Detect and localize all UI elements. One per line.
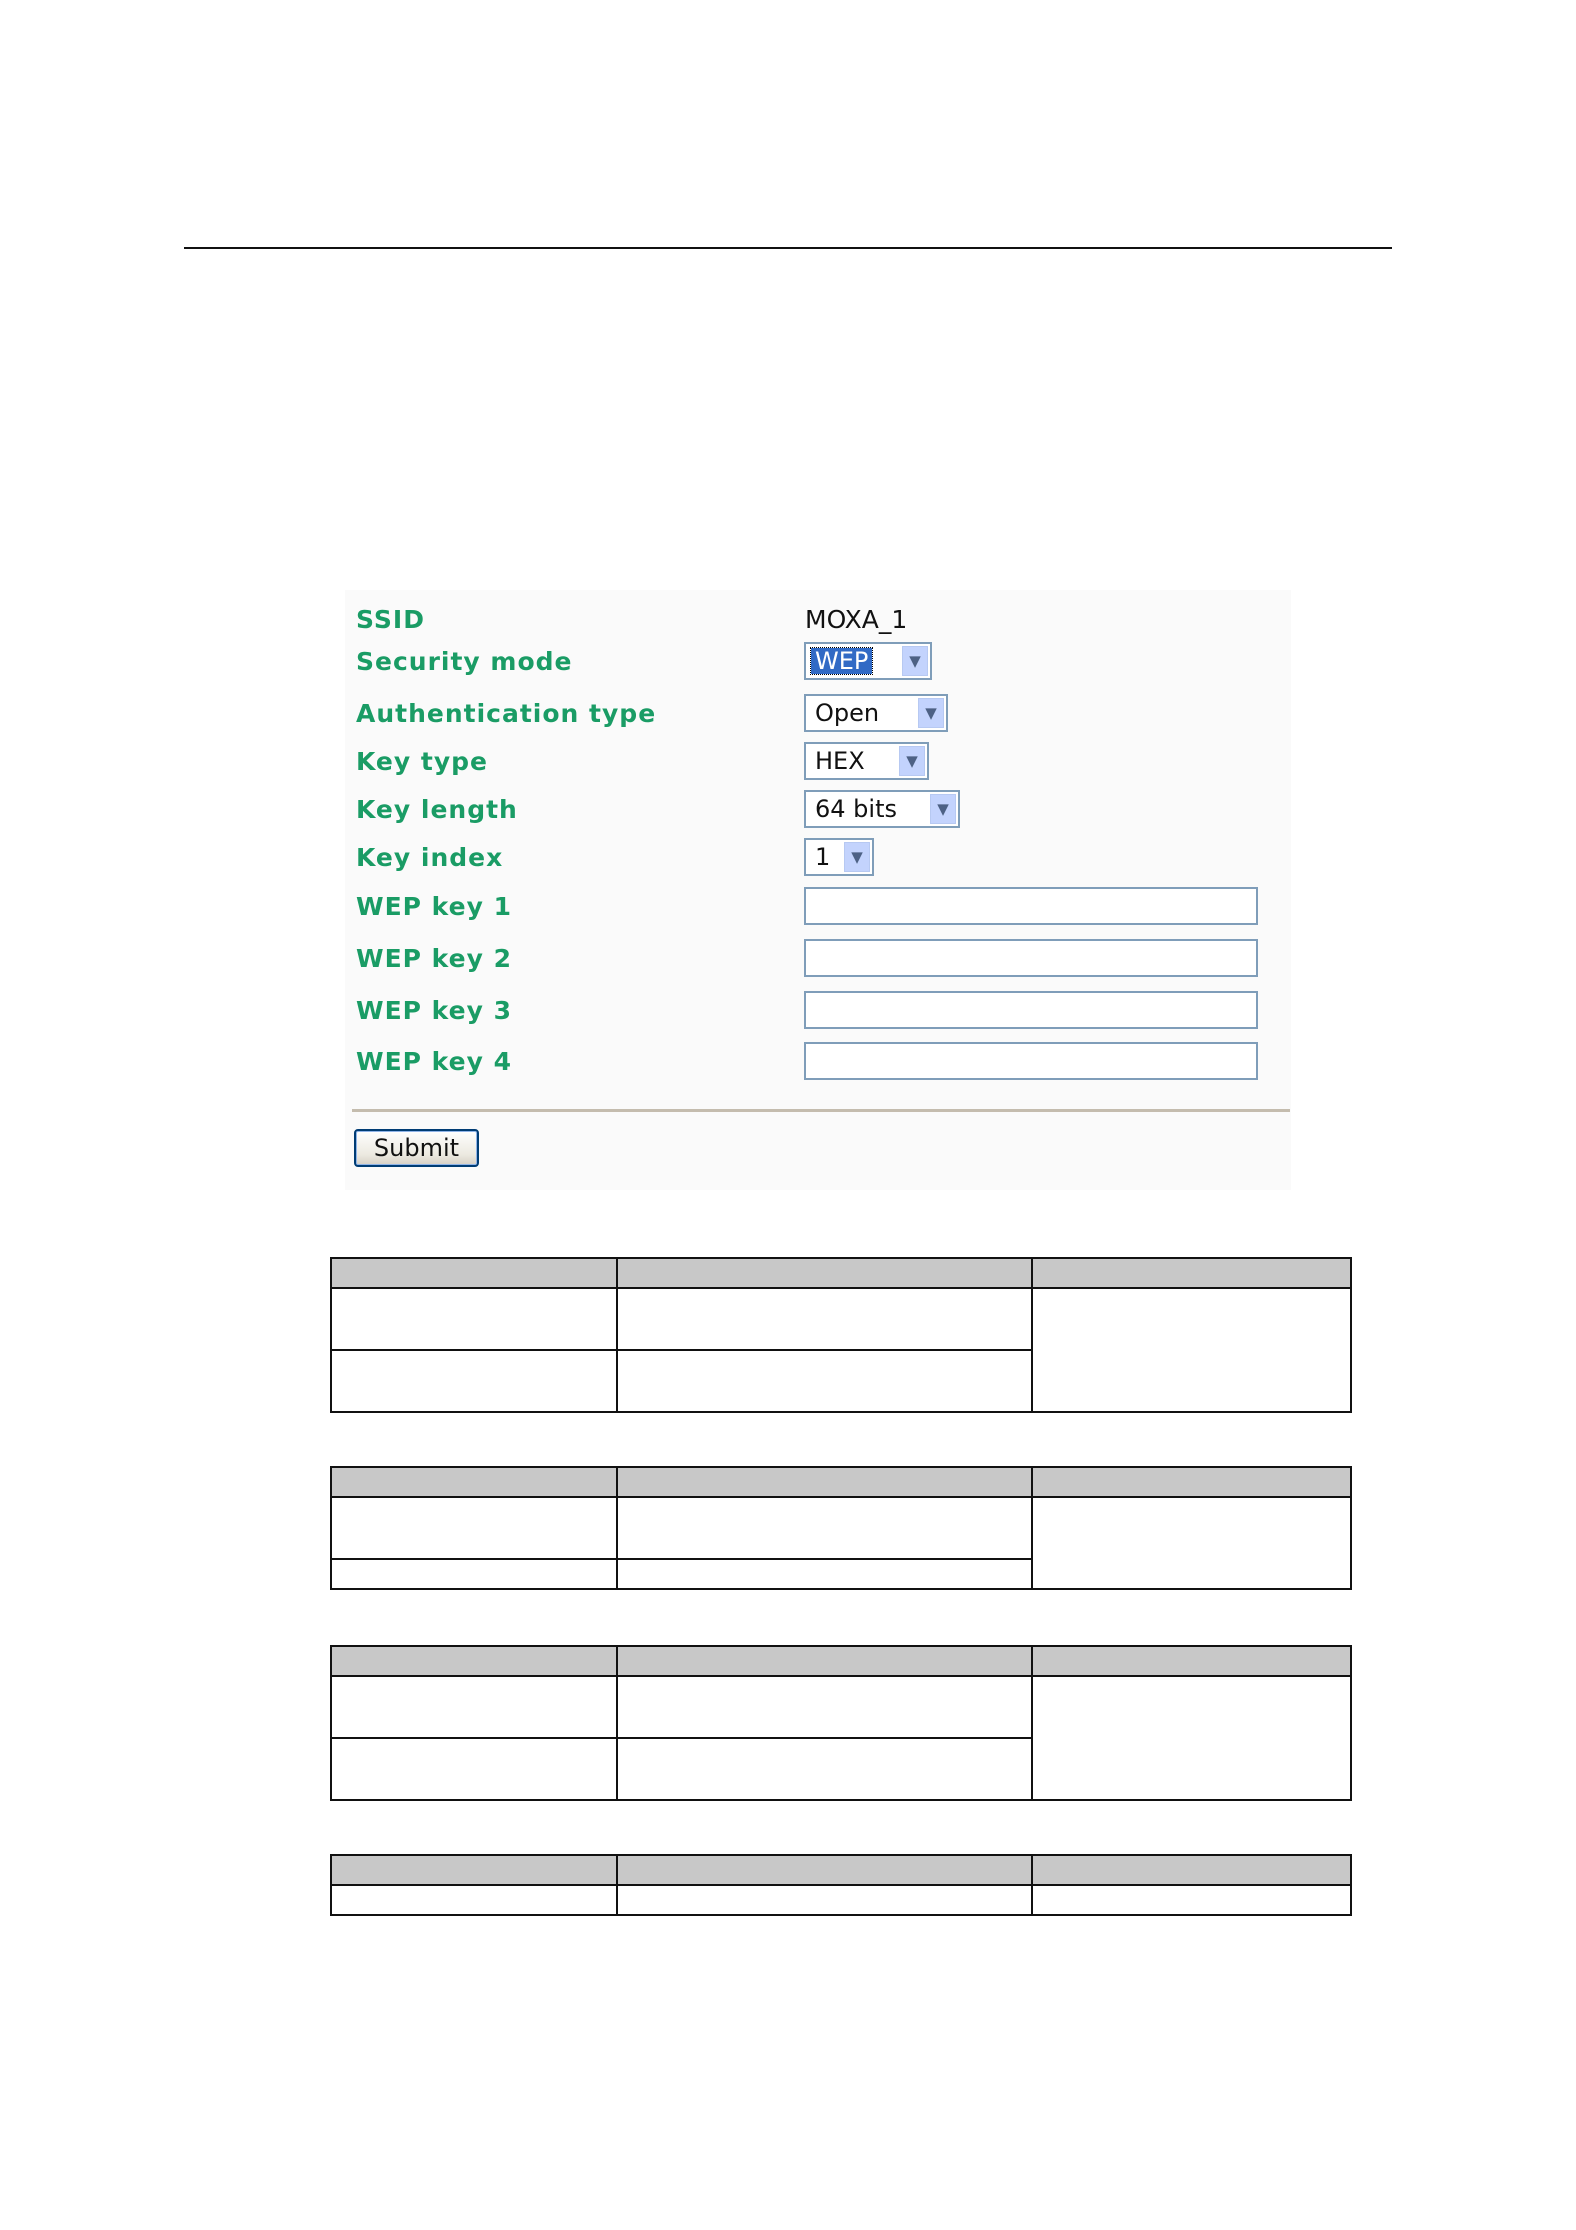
table-cell — [331, 1559, 617, 1589]
wep-key-2-input[interactable] — [804, 939, 1258, 977]
key-length-select[interactable] — [804, 790, 960, 828]
table-cell — [331, 1288, 617, 1350]
table-header-cell — [617, 1855, 1032, 1885]
settings-table-4 — [330, 1854, 1352, 1916]
authentication-type-value: Open — [815, 699, 880, 727]
wep-key-4-input[interactable] — [804, 1042, 1258, 1080]
table-cell — [617, 1676, 1032, 1738]
chevron-down-icon[interactable]: ▼ — [902, 646, 928, 676]
table-cell — [1032, 1497, 1351, 1589]
wep-key-4-label: WEP key 4 — [356, 1047, 512, 1076]
table-header-row — [331, 1467, 1351, 1497]
table-cell — [617, 1559, 1032, 1589]
settings-table-2 — [330, 1466, 1352, 1590]
table-cell — [617, 1885, 1032, 1915]
form-separator — [352, 1109, 1290, 1112]
key-length-value: 64 bits — [815, 795, 897, 823]
key-index-select[interactable] — [804, 838, 874, 876]
key-type-label: Key type — [356, 747, 488, 776]
settings-table-3 — [330, 1645, 1352, 1801]
table-cell — [617, 1288, 1032, 1350]
wep-key-2-label: WEP key 2 — [356, 944, 512, 973]
authentication-type-select[interactable] — [804, 694, 948, 732]
wep-key-3-label: WEP key 3 — [356, 996, 512, 1025]
table-header-cell — [331, 1258, 617, 1288]
table-row — [331, 1497, 1351, 1559]
table-row — [331, 1288, 1351, 1350]
table-cell — [1032, 1288, 1351, 1412]
header-rule — [184, 247, 1392, 249]
table-cell — [1032, 1885, 1351, 1915]
table-header-cell — [1032, 1646, 1351, 1676]
table-header-row — [331, 1258, 1351, 1288]
table-cell — [331, 1676, 617, 1738]
ssid-label: SSID — [356, 605, 425, 634]
chevron-down-icon[interactable]: ▼ — [918, 698, 944, 728]
table-header-cell — [331, 1646, 617, 1676]
key-type-value: HEX — [815, 747, 865, 775]
key-index-label: Key index — [356, 843, 504, 872]
table-cell — [1032, 1676, 1351, 1800]
table-cell — [331, 1885, 617, 1915]
ssid-value: MOXA_1 — [805, 605, 908, 634]
table-header-cell — [331, 1467, 617, 1497]
wep-key-1-input[interactable] — [804, 887, 1258, 925]
table-cell — [331, 1738, 617, 1800]
chevron-down-icon[interactable]: ▼ — [844, 842, 870, 872]
chevron-down-icon[interactable]: ▼ — [899, 746, 925, 776]
table-header-cell — [617, 1646, 1032, 1676]
table-header-cell — [617, 1467, 1032, 1497]
settings-table-1 — [330, 1257, 1352, 1413]
security-mode-value: WEP — [811, 648, 872, 674]
table-header-row — [331, 1646, 1351, 1676]
table-cell — [617, 1350, 1032, 1412]
chevron-down-icon[interactable]: ▼ — [930, 794, 956, 824]
table-header-cell — [331, 1855, 617, 1885]
submit-button[interactable]: Submit — [354, 1129, 479, 1167]
wep-key-3-input[interactable] — [804, 991, 1258, 1029]
wep-key-1-label: WEP key 1 — [356, 892, 512, 921]
table-header-cell — [617, 1258, 1032, 1288]
security-mode-select[interactable] — [804, 642, 932, 680]
key-length-label: Key length — [356, 795, 518, 824]
key-type-select[interactable] — [804, 742, 929, 780]
authentication-type-label: Authentication type — [356, 699, 657, 728]
table-cell — [617, 1738, 1032, 1800]
table-header-cell — [1032, 1258, 1351, 1288]
table-header-row — [331, 1855, 1351, 1885]
table-row — [331, 1885, 1351, 1915]
security-mode-label: Security mode — [356, 647, 573, 676]
table-row — [331, 1676, 1351, 1738]
table-header-cell — [1032, 1855, 1351, 1885]
table-cell — [617, 1497, 1032, 1559]
table-cell — [331, 1350, 617, 1412]
table-header-cell — [1032, 1467, 1351, 1497]
table-cell — [331, 1497, 617, 1559]
key-index-value: 1 — [815, 843, 831, 871]
